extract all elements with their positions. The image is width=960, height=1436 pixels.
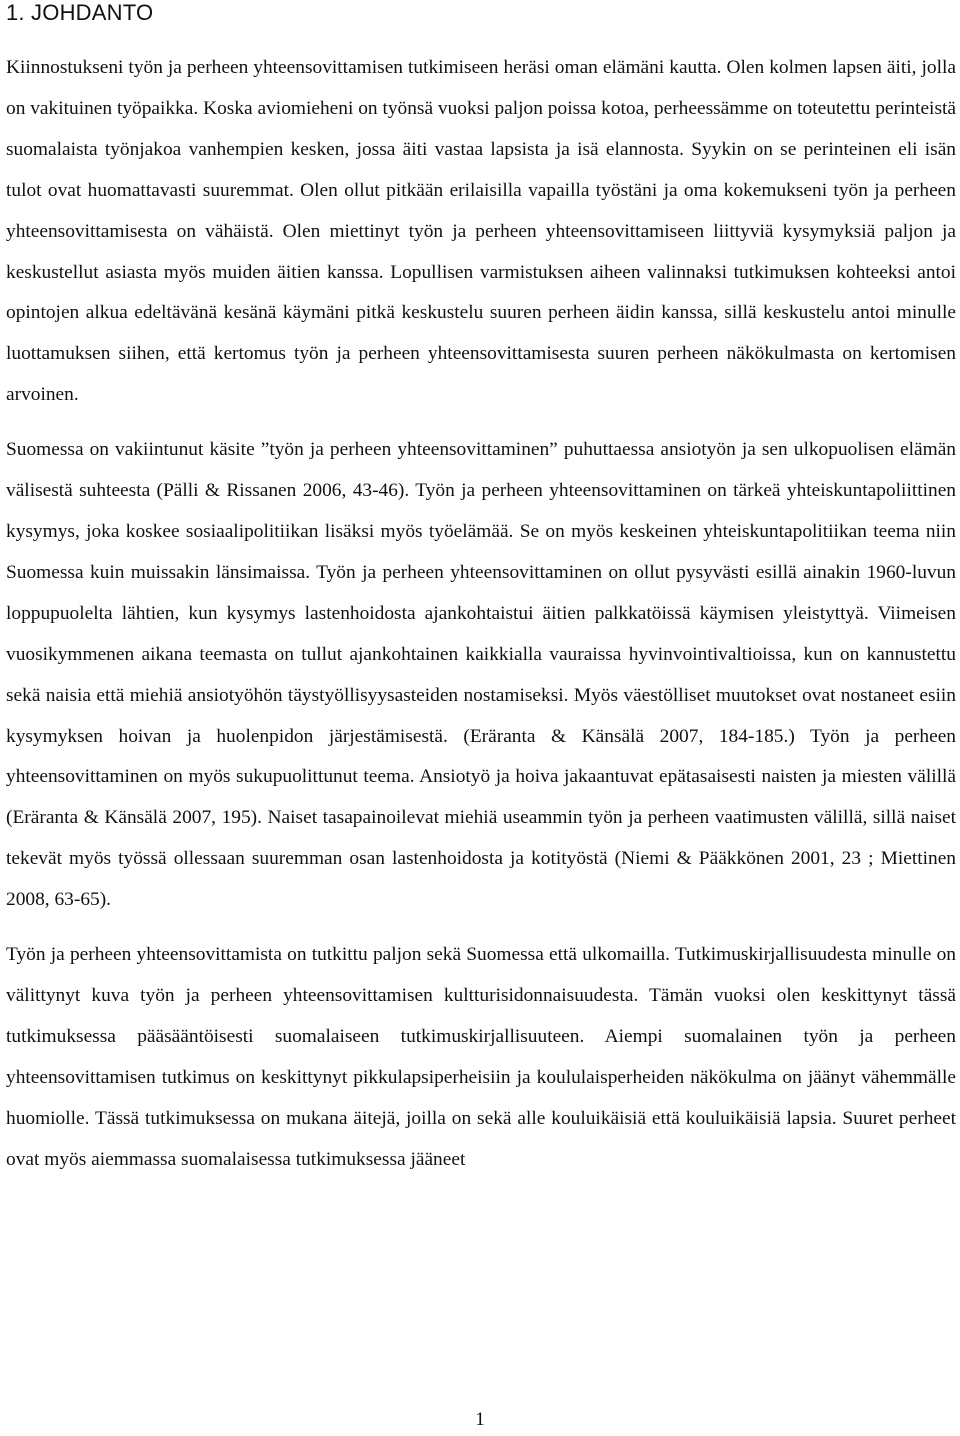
paragraph-1: Kiinnostukseni työn ja perheen yhteensovittamisen tutkimiseen heräsi oman elämäni kautta. Olen kolmen lapsen äiti, jolla on vakituinen työpaikka. Koska aviomieheni on työnsä vuoksi paljon poissa kotoa, perheessämme on toteutettu perinteistä suomalaista työnjakoa vanhempien kesken, jossa äiti vastaa lapsista ja isä elannosta. Syykin on se perinteinen eli isän tulot ovat huomattavasti suuremmat. Olen ollut pitkään erilaisilla vapailla työstäni ja oma kokemukseni työn ja perheen yhteensovittamisesta on vähäistä. Olen miettinyt työn ja perheen yhteensovittamiseen liittyviä kysymyksiä paljon ja keskustellut asiasta myös muiden äitien kanssa. Lopullisen varmistuksen aiheen valinnaksi tutkimuksen kohteeksi antoi opintojen alkua edeltävänä kesänä käymäni pitkä keskustelu suuren perheen äidin kanssa, sillä keskustelu antoi minulle luottamuksen siihen, että kertomus työn ja perheen yhteensovittamisesta suuren perheen näkökulmasta on kertomisen arvoinen.	[6, 57, 956, 406]
paragraph-2: Suomessa on vakiintunut käsite ”työn ja perheen yhteensovittaminen” puhuttaessa ansiotyön ja sen ulkopuolisen elämän välisestä suhteesta (Pälli & Rissanen 2006, 43-46). Työn ja perheen yhteensovittaminen on tärkeä yhteiskuntapoliittinen kysymys, joka koskee sosiaalipolitiikan lisäksi myös työelämää. Se on myös keskeinen yhteiskuntapolitiikan teema niin Suomessa kuin muissakin länsimaissa. Työn ja perheen yhteensovittaminen on ollut pysyvästi esillä ainakin 1960-luvun loppupuolelta lähtien, kun kysymys lastenhoidosta ajankohtaistui äitien palkkatöissä käymisen yleistyttyä. Viimeisen vuosikymmenen aikana teemasta on tullut ajankohtainen kaikkialla vauraissa hyvinvointivaltioissa, kun on kannustettu sekä naisia että miehiä ansiotyöhön täystyöllisyysasteiden nostamiseksi. Myös väestölliset muutokset ovat nostaneet esiin kysymyksen hoivan ja huolenpidon järjestämisestä. (Eräranta & Känsälä 2007, 184-185.) Työn ja perheen yhteensovittaminen on myös sukupuolittunut teema. Ansiotyö ja hoiva jakaantuvat epätasaisesti naisten ja miesten välillä (Eräranta & Känsälä 2007, 195). Naiset tasapainoilevat miehiä useammin työn ja perheen vaatimusten välillä, sillä naiset tekevät myös työssä ollessaan suuremman osan lastenhoidosta ja kotityöstä (Niemi & Pääkkönen 2001, 23 ; Miettinen 2008, 63-65).	[6, 439, 956, 911]
page-number: 1	[475, 1409, 485, 1430]
paragraph-3: Työn ja perheen yhteensovittamista on tutkittu paljon sekä Suomessa että ulkomailla. Tutkimuskirjallisuudesta minulle on välittynyt kuva työn ja perheen yhteensovittamisen kultturisidonnaisuudesta. Tämän vuoksi olen keskittynyt tässä tutkimuksessa pääsääntöisesti suomalaiseen tutkimuskirjallisuuteen. Aiempi suomalainen työn ja perheen yhteensovittamisen tutkimus on keskittynyt pikkulapsiperheisiin ja koululaisperheiden näkökulma on jäänyt vähemmälle huomiolle. Tässä tutkimuksessa on mukana äitejä, joilla on sekä alle kouluikäisiä että kouluikäisiä lapsia. Suuret perheet ovat myös aiemmassa suomalaisessa tutkimuksessa jääneet	[6, 944, 956, 1170]
section-heading: 1. JOHDANTO	[6, 0, 154, 25]
document-page	[6, 0, 956, 1180]
